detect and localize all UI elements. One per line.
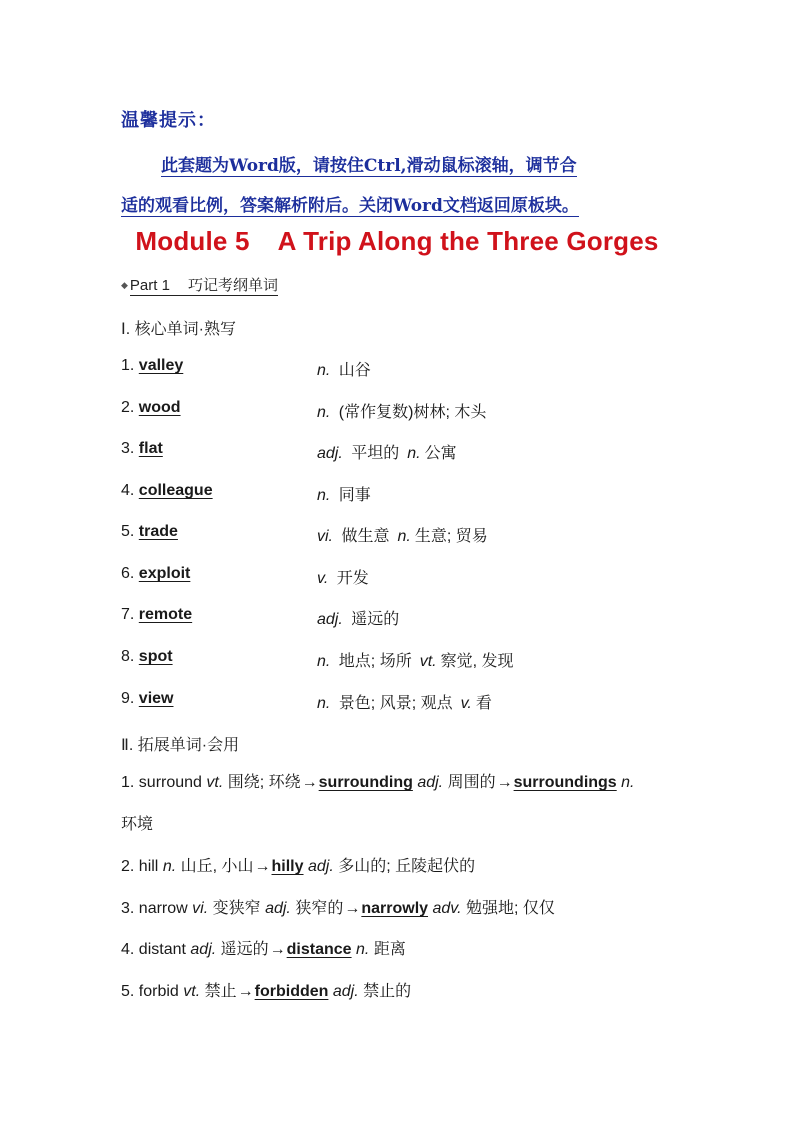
- ext-base: forbid: [138, 983, 179, 1000]
- vocab-word: trade: [138, 523, 178, 540]
- pos: n.: [317, 362, 331, 379]
- vocab-row: [121, 357, 721, 381]
- pos: adj.: [307, 858, 334, 875]
- vocab-def: [317, 648, 514, 671]
- def-text: 景色; 风景; 观点: [338, 695, 453, 712]
- vocab-word: colleague: [138, 482, 213, 499]
- extension-item: [121, 762, 691, 846]
- answer-word: hilly: [271, 858, 304, 875]
- arrow-icon: →: [301, 774, 318, 791]
- def-text: 公寓: [424, 445, 457, 462]
- pos: n.: [317, 487, 331, 504]
- vocab-def: [317, 565, 369, 588]
- pos: vi.: [192, 900, 209, 917]
- vocab-def: [317, 482, 371, 505]
- tip-title: 温馨提示：: [121, 110, 216, 131]
- vocab-row: [121, 440, 721, 464]
- tip-body: [121, 146, 691, 226]
- pos: adj.: [332, 983, 359, 1000]
- ext-num: 2.: [121, 858, 135, 875]
- arrow-icon: →: [269, 941, 286, 958]
- def-text: 周围的: [447, 774, 496, 791]
- def-text: 变狭窄: [212, 900, 261, 917]
- vocab-def: [317, 440, 457, 463]
- vocab-word: flat: [138, 440, 163, 457]
- pos: v.: [317, 570, 329, 587]
- pos: v.: [460, 695, 472, 712]
- arrow-icon: →: [344, 900, 361, 917]
- part-label: [130, 277, 278, 296]
- pos: vt.: [419, 653, 437, 670]
- pos: vt.: [183, 983, 201, 1000]
- part-heading: [121, 274, 278, 295]
- pos: n.: [397, 528, 411, 545]
- def-text: 看: [475, 695, 492, 712]
- vocab-num: 6.: [121, 565, 135, 582]
- vocab-def: [317, 357, 371, 380]
- vocab-row: [121, 565, 721, 589]
- pos: adj.: [417, 774, 444, 791]
- extension-item: [121, 846, 691, 888]
- pos: adj.: [317, 611, 343, 628]
- vocab-row: [121, 690, 721, 714]
- def-text: 狭窄的: [295, 900, 344, 917]
- def-text: 多山的; 丘陵起伏的: [338, 858, 476, 875]
- pos: vi.: [317, 528, 333, 545]
- pos: adj.: [190, 941, 217, 958]
- extension-item: [121, 929, 691, 971]
- part-number: Part 1: [129, 277, 170, 294]
- vocab-row: [121, 606, 721, 630]
- def-text: 开发: [336, 570, 369, 587]
- def-text: 围绕; 环绕: [227, 774, 301, 791]
- arrow-icon: →: [254, 858, 271, 875]
- def-text: 山丘, 小山: [180, 858, 254, 875]
- vocab-num: 9.: [121, 690, 135, 707]
- part-name: 巧记考纲单词: [187, 277, 278, 294]
- answer-word: narrowly: [361, 900, 429, 917]
- module-name: A Trip Along the Three Gorges: [277, 226, 659, 256]
- vocab-num: 5.: [121, 523, 135, 540]
- pos: n.: [356, 941, 370, 958]
- section-1-heading: Ⅰ. 核心单词·熟写: [121, 321, 236, 338]
- arrow-icon: →: [496, 774, 513, 791]
- vocab-num: 7.: [121, 606, 135, 623]
- arrow-icon: →: [237, 983, 254, 1000]
- vocab-num: 4.: [121, 482, 135, 499]
- def-text: 禁止: [204, 983, 237, 1000]
- ext-base: distant: [138, 941, 186, 958]
- extension-item: [121, 888, 691, 930]
- vocab-word: spot: [138, 648, 173, 665]
- vocab-def: [317, 523, 488, 546]
- vocab-row: [121, 399, 721, 423]
- tip-line-2: [121, 186, 691, 226]
- pos: adv.: [432, 900, 462, 917]
- pos: n.: [317, 404, 331, 421]
- def-text: (常作复数)树林; 木头: [338, 404, 487, 421]
- vocab-num: 1.: [121, 357, 135, 374]
- pos: vt.: [206, 774, 224, 791]
- answer-word: distance: [286, 941, 352, 958]
- vocab-num: 3.: [121, 440, 135, 457]
- def-text: 遥远的: [351, 611, 400, 628]
- vocab-row: [121, 648, 721, 672]
- def-text: 地点; 场所: [338, 653, 412, 670]
- pos: adj.: [317, 445, 343, 462]
- ext-base: narrow: [138, 900, 188, 917]
- def-text: 山谷: [338, 362, 371, 379]
- def-text: 环境: [121, 816, 154, 833]
- def-text: 生意; 贸易: [414, 528, 488, 545]
- vocab-word: valley: [138, 357, 184, 374]
- def-text: 距离: [373, 941, 406, 958]
- def-text: 同事: [338, 487, 371, 504]
- ext-num: 1.: [121, 774, 135, 791]
- diamond-icon: ◆: [121, 280, 128, 290]
- module-number: Module 5: [135, 226, 250, 256]
- def-text: 禁止的: [363, 983, 412, 1000]
- answer-word: surroundings: [513, 774, 617, 791]
- ext-base: surround: [138, 774, 202, 791]
- tip-line-1-text: 此套题为Word版，请按住Ctrl,滑动鼠标滚轴，调节合: [161, 156, 577, 176]
- vocab-word: exploit: [138, 565, 191, 582]
- vocab-def: [317, 606, 399, 629]
- tip-line-2-text: 适的观看比例，答案解析附后。关闭Word文档返回原板块。: [121, 196, 579, 216]
- def-text: 平坦的: [351, 445, 400, 462]
- vocab-word: remote: [138, 606, 193, 623]
- ext-base: hill: [138, 858, 159, 875]
- pos: n.: [407, 445, 421, 462]
- vocab-row: [121, 523, 721, 547]
- pos: adj.: [265, 900, 291, 917]
- pos: n.: [317, 695, 331, 712]
- pos: n.: [317, 653, 331, 670]
- vocab-num: 8.: [121, 648, 135, 665]
- ext-num: 5.: [121, 983, 135, 1000]
- ext-num: 4.: [121, 941, 135, 958]
- def-text: 遥远的: [220, 941, 269, 958]
- vocab-word: view: [138, 690, 174, 707]
- section-2-heading: Ⅱ. 拓展单词·会用: [121, 737, 240, 754]
- tip-line-1: [121, 146, 691, 186]
- vocab-def: [317, 690, 492, 713]
- vocab-def: [317, 399, 486, 422]
- def-text: 做生意: [341, 528, 390, 545]
- extension-item: [121, 971, 691, 1013]
- ext-num: 3.: [121, 900, 135, 917]
- vocab-word: wood: [138, 399, 181, 416]
- pos: n.: [621, 774, 635, 791]
- answer-word: forbidden: [254, 983, 329, 1000]
- module-title: [0, 226, 794, 257]
- vocab-num: 2.: [121, 399, 135, 416]
- answer-word: surrounding: [318, 774, 413, 791]
- def-text: 勉强地; 仅仅: [466, 900, 555, 917]
- vocab-row: [121, 482, 721, 506]
- def-text: 察觉, 发现: [440, 653, 514, 670]
- pos: n.: [162, 858, 177, 875]
